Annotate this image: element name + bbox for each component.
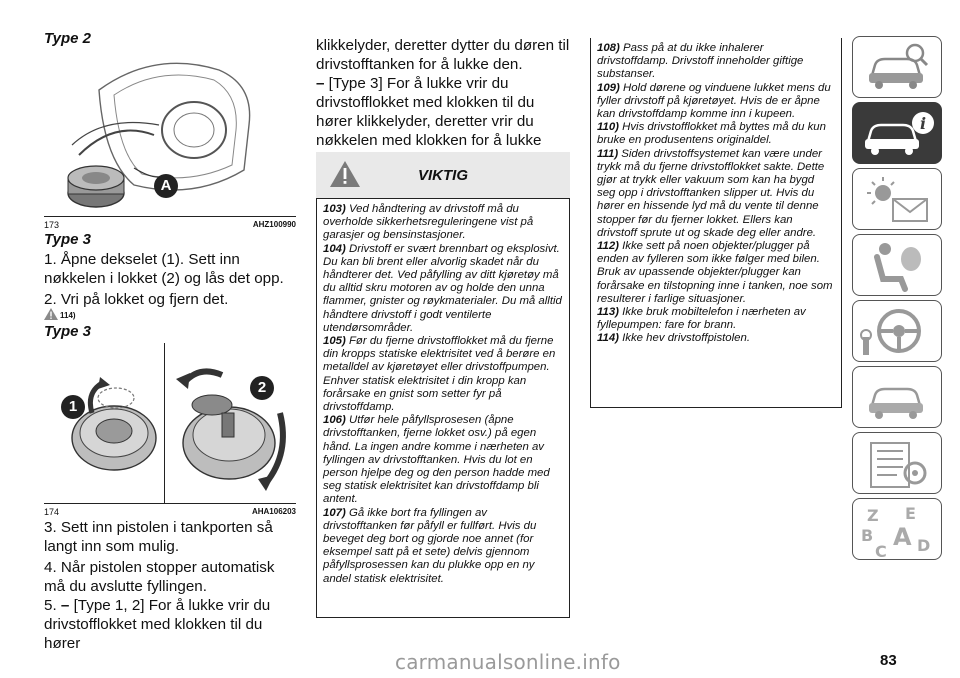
viktig-header <box>316 152 570 198</box>
seat-airbag-icon <box>853 235 943 297</box>
svg-text:B: B <box>861 526 874 545</box>
figure-174-caption <box>44 507 296 517</box>
svg-text:E: E <box>905 504 916 523</box>
step-5-dash: – <box>60 597 70 614</box>
car-magnifier-icon <box>853 37 943 99</box>
note-105: 105) Før du fjerne drivstofflokket må du fjerne din kropps statiske elektrisitet ved å berøre en metalldel av kjøretøyet eller drivstoffpumpen. Enhver statisk elektrisitet i din kropp kan forårsake en gnist som setter fyr på drivstoffdamp. <box>323 335 556 414</box>
tab-car-overview[interactable] <box>852 36 942 98</box>
note-110: 110) Hvis drivstofflokket må byttes må du kun bruke en produsentens originaldel. <box>597 121 826 147</box>
figure-label-a: A <box>154 174 178 198</box>
heading-type3: Type 3 <box>44 231 91 248</box>
step-5 <box>44 596 296 653</box>
car-info-icon <box>853 103 943 165</box>
warning-triangle-icon <box>44 308 58 320</box>
car-service-icon <box>853 367 943 429</box>
svg-text:i: i <box>919 114 927 133</box>
warning-triangle-icon <box>330 161 360 187</box>
svg-text:C: C <box>875 542 887 561</box>
figure-174 <box>44 343 296 504</box>
note-113: 113) Ikke bruk mobiltelefon i nærheten av fyllepumpen: fare for brann. <box>597 306 806 332</box>
note-114: 114) Ikke hev drivstoffpistolen. <box>597 332 751 345</box>
note-107: 107) Gå ikke bort fra fyllingen av drivstofftanken før påfyll er fullført. Hvis du beveget deg bort og gjorde noe annet (for eksempel satt på et sete) delvis gjennom påfyllsprosessen kan du plukke opp en ny andel statisk elektrisitet. <box>323 506 537 585</box>
svg-text:D: D <box>917 536 931 555</box>
note-111: 111) Siden drivstoffsystemet kan være under trykk må du fjerne drivstofflokket sakte. Dette gjør at trykk eller vakuum som kan ha bygd seg opp i drivstofftanken slipper ut. Hvis du hører en hissende lyd må du vente til denne stopper før du fjerner lokket. Ellers kan drivstoff sprute ut og skade deg eller andre. <box>597 147 825 239</box>
figure-number: 173 <box>44 220 60 230</box>
figure-divider <box>164 343 165 503</box>
figure-173 <box>44 50 296 217</box>
tab-specifications[interactable] <box>852 432 942 494</box>
viktig-title: VIKTIG <box>417 166 468 184</box>
step-4: 4. Når pistolen stopper automatisk må du avslutte fyllingen. <box>44 559 275 595</box>
tab-driving[interactable] <box>852 300 942 362</box>
warning-lights-icon <box>853 169 943 231</box>
figure-code: AHZ100990 <box>252 220 296 229</box>
step-2: 2. Vri på lokket og fjern det. <box>44 291 229 308</box>
type3-text: [Type 3] For å lukke vrir du drivstofflokket med klokken til du hører klikkelyder, deretter vrir du nøkkelen med klokken for å lukke <box>316 75 542 149</box>
note-103: 103) Ved håndtering av drivstoff må du overholde sikkerhetsreguleringene vist på garasjer og bensinstasjoner. <box>323 203 534 242</box>
heading-type2: Type 2 <box>44 30 91 47</box>
step-5-text: [Type 1, 2] For å lukke vrir du drivstofflokket med klokken til du hører <box>44 597 271 652</box>
svg-text:Z: Z <box>867 506 879 525</box>
tab-warning-lights[interactable] <box>852 168 942 230</box>
alphabet-index-icon <box>853 499 943 561</box>
tab-index[interactable] <box>852 498 942 560</box>
svg-text:A: A <box>893 523 912 551</box>
fuel-cap-steps-illustration <box>44 343 296 503</box>
step-5-continued: klikkelyder, deretter dytter du døren til drivstofftanken for å lukke den. <box>316 37 570 73</box>
viktig-notes-continued <box>590 38 842 408</box>
watermark: carmanualsonline.info <box>395 650 621 674</box>
step-1: 1. Åpne dekselet (1). Sett inn nøkkelen i lokket (2) og lås det opp. <box>44 251 284 287</box>
viktig-panel <box>316 152 570 618</box>
figure-code: AHA106203 <box>251 507 296 516</box>
note-104: 104) Drivstoff er svært brennbart og eksplosivt. Du kan bli brent eller alvorlig skadet når du håndterer det. Ved påfylling av ditt kjøretøy må du alltid skru motoren av og holde den unna flammer, gnister og røykmaterialer. Du må alltid håndtere drivstoff i godt ventilerte utendørsområder. <box>323 242 562 334</box>
note-112: 112) Ikke sett på noen objekter/plugger på enden av fylleren som ikke følger med bilen. Bruk av upassende objekter/plugger kan forårsake en tilstopning inne i tanken, noe som resulterer i farlige situasjoner. <box>597 240 833 305</box>
type3-dash: – <box>316 75 325 92</box>
heading-type3-second: Type 3 <box>44 323 91 340</box>
step-3: 3. Sett inn pistolen i tankporten så langt inn som mulig. <box>44 519 273 555</box>
warning-ref-number: 114) <box>60 311 76 320</box>
note-109: 109) Hold dørene og vinduene lukket mens du fyller drivstoff på kjøretøyet. Hvis de er åpne kan drivstoffdamp komme inn i kupeen. <box>597 81 831 121</box>
steering-wheel-key-icon <box>853 301 943 363</box>
figure-label-1: 1 <box>61 395 85 419</box>
tab-emergency[interactable] <box>852 366 942 428</box>
warning-reference <box>44 308 76 320</box>
figure-number: 174 <box>44 507 60 517</box>
tab-safety[interactable] <box>852 234 942 296</box>
step-5-number: 5. <box>44 597 61 614</box>
viktig-notes <box>316 198 570 618</box>
page-number: 83 <box>880 652 897 669</box>
tab-car-info[interactable] <box>852 102 942 164</box>
note-108: 108) Pass på at du ikke inhalerer drivstoffdamp. Drivstoff inneholder giftige substanser. <box>597 42 804 81</box>
figure-label-2: 2 <box>250 376 274 400</box>
note-106: 106) Utfør hele påfyllsprosesen (åpne drivstofftanken, fjerne lokket osv.) på egen hånd. La ingen andre komme i nærheten av fyllingen av drivstofftanken. Hvis du lot en person hjelpe deg og den person hadde med seg statisk elektrisitet kan drivstoffdamp bli antent. <box>323 414 550 506</box>
figure-173-caption <box>44 220 296 230</box>
specifications-list-icon <box>853 433 943 495</box>
